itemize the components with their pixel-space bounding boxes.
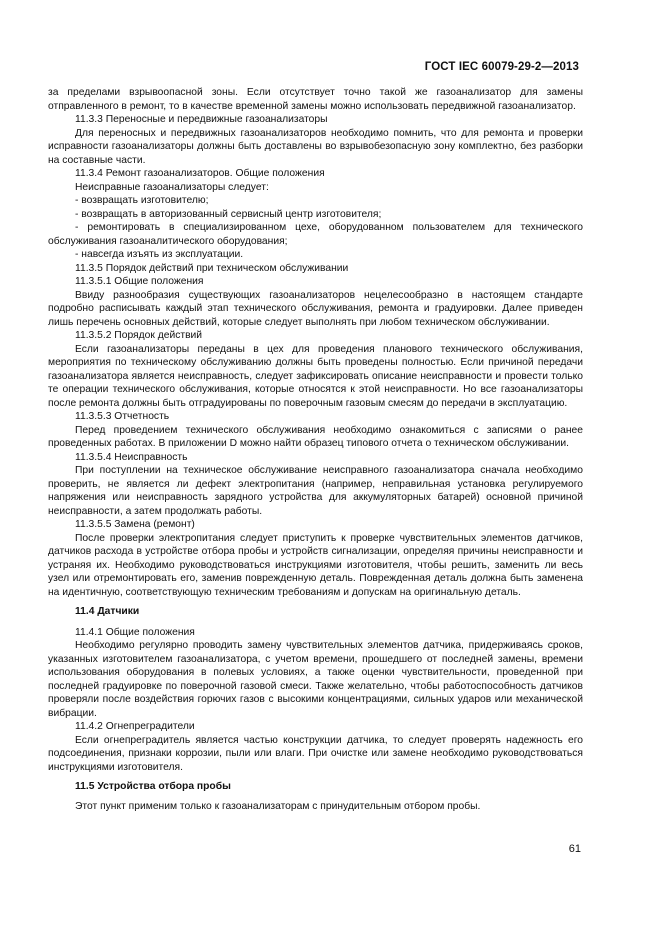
section-heading: 11.3.5 Порядок действий при техническом обслуживании: [75, 262, 349, 274]
paragraph: После проверки электропитания следует приступить к проверке чувствительных элементов датчиков, датчиков расхода в устройстве отбора пробы и устройств сигнализации, определяя причины неисправности и устраняя их. Необходимо руководствоваться инструкциями изготовителя, чтобы решить, заменить ли весь узел или отремонтировать его, заменив поврежденную деталь. Поврежденная деталь должна быть заменена на идентичную, соответствующую техническим требованиям и допускам на оригинальную деталь.: [48, 532, 583, 598]
paragraph: Если огнепреградитель является частью конструкции датчика, то следует проверять надежность его подсоединения, признаки коррозии, пыли или влаги. При очистке или замене необходимо руководствоваться инструкциями изготовителя.: [48, 734, 583, 773]
section-heading: 11.3.5.2 Порядок действий: [75, 330, 203, 341]
section-heading: 11.4.1 Общие положения: [75, 626, 195, 638]
standard-header: ГОСТ IEC 60079-29-2—2013: [424, 61, 579, 73]
paragraph: Для переносных и передвижных газоанализаторов необходимо помнить, что для ремонта и проверки исправности газоанализаторы должны быть доставлены во взрывобезопасную зону комплектно, без разборки на составные части.: [48, 127, 583, 166]
section-title: 11.4 Датчики: [75, 606, 140, 617]
paragraph: за пределами взрывоопасной зоны. Если отсутствует точно такой же газоанализатор для замены отправленного в ремонт, то в качестве временной замены можно использовать передвижной газоанализатор.: [48, 87, 583, 112]
paragraph: Необходимо регулярно проводить замену чувствительных элементов датчика, придерживаясь сроков, указанных изготовителем газоанализатора, с учетом времени, прошедшего от последней замены, времени использования оборудования в полевых условиях, а также оценки чувствительности, проведенной при последней градуировке по поверочной газовой смеси. Также желательно, чтобы работоспособность датчиков проверяли после воздействия горючих газов с высокими концентрациями, сильных ударов или механической вибрации.: [48, 640, 583, 719]
section-heading: 11.3.3 Переносные и передвижные газоанализаторы: [75, 114, 328, 125]
list-item: - возвращать изготовителю;: [75, 195, 209, 206]
section-heading: 11.3.4 Ремонт газоанализаторов. Общие положения: [75, 168, 325, 179]
paragraph: При поступлении на техническое обслуживание неисправного газоанализатора сначала необходимо проверить, не является ли дефект электропитания (например, неправильная установка регулируемого напряжения или неисправность зарядного устройства для аккумуляторных батарей) основной причиной неисправности, а затем продолжать работы.: [48, 465, 583, 517]
paragraph: Этот пункт применим только к газоанализаторам с принудительным отбором пробы.: [75, 800, 481, 812]
document-body: [48, 86, 583, 813]
paragraph: Неисправные газоанализаторы следует:: [75, 181, 269, 193]
section-heading: 11.3.5.4 Неисправность: [75, 451, 188, 463]
section-heading: 11.3.5.3 Отчетность: [75, 411, 170, 422]
section-heading: 11.3.5.1 Общие положения: [75, 276, 204, 287]
paragraph: Перед проведением технического обслуживания необходимо ознакомиться с записями о ранее проведенных работах. В приложении D можно найти образец типового отчета о техническом обслуживании.: [48, 424, 583, 449]
paragraph: Ввиду разнообразия существующих газоанализаторов нецелесообразно в настоящем стандарте подробно расписывать каждый этап технического обслуживания, ремонта и градуировки. Далее приведен лишь перечень основных действий, которые следует выполнять при любом техническом обслуживании.: [48, 289, 583, 328]
section-title: 11.5 Устройства отбора пробы: [75, 781, 231, 792]
section-heading: 11.3.5.5 Замена (ремонт): [75, 519, 195, 530]
section-heading: 11.4.2 Огнепреградители: [75, 721, 195, 732]
page-number: 61: [568, 843, 581, 855]
paragraph: Если газоанализаторы переданы в цех для проведения планового технического обслуживания, мероприятия по техническому обслуживанию должны быть проведены полностью. Если причиной передачи газоанализатора является неисправность, следует зафиксировать описание неисправности и провести только те операции технического обслуживания, которые относятся к этой неисправности. Но все газоанализаторы после ремонта должны быть отградуированы по поверочным газовым смесям до передачи в эксплуатацию.: [48, 343, 583, 409]
list-item: - возвращать в авторизованный сервисный центр изготовителя;: [75, 208, 382, 220]
list-item: - навсегда изъять из эксплуатации.: [75, 249, 244, 260]
list-item: - ремонтировать в специализированном цехе, оборудованном пользователем для технического обслуживания газоаналитического оборудования;: [48, 222, 583, 247]
